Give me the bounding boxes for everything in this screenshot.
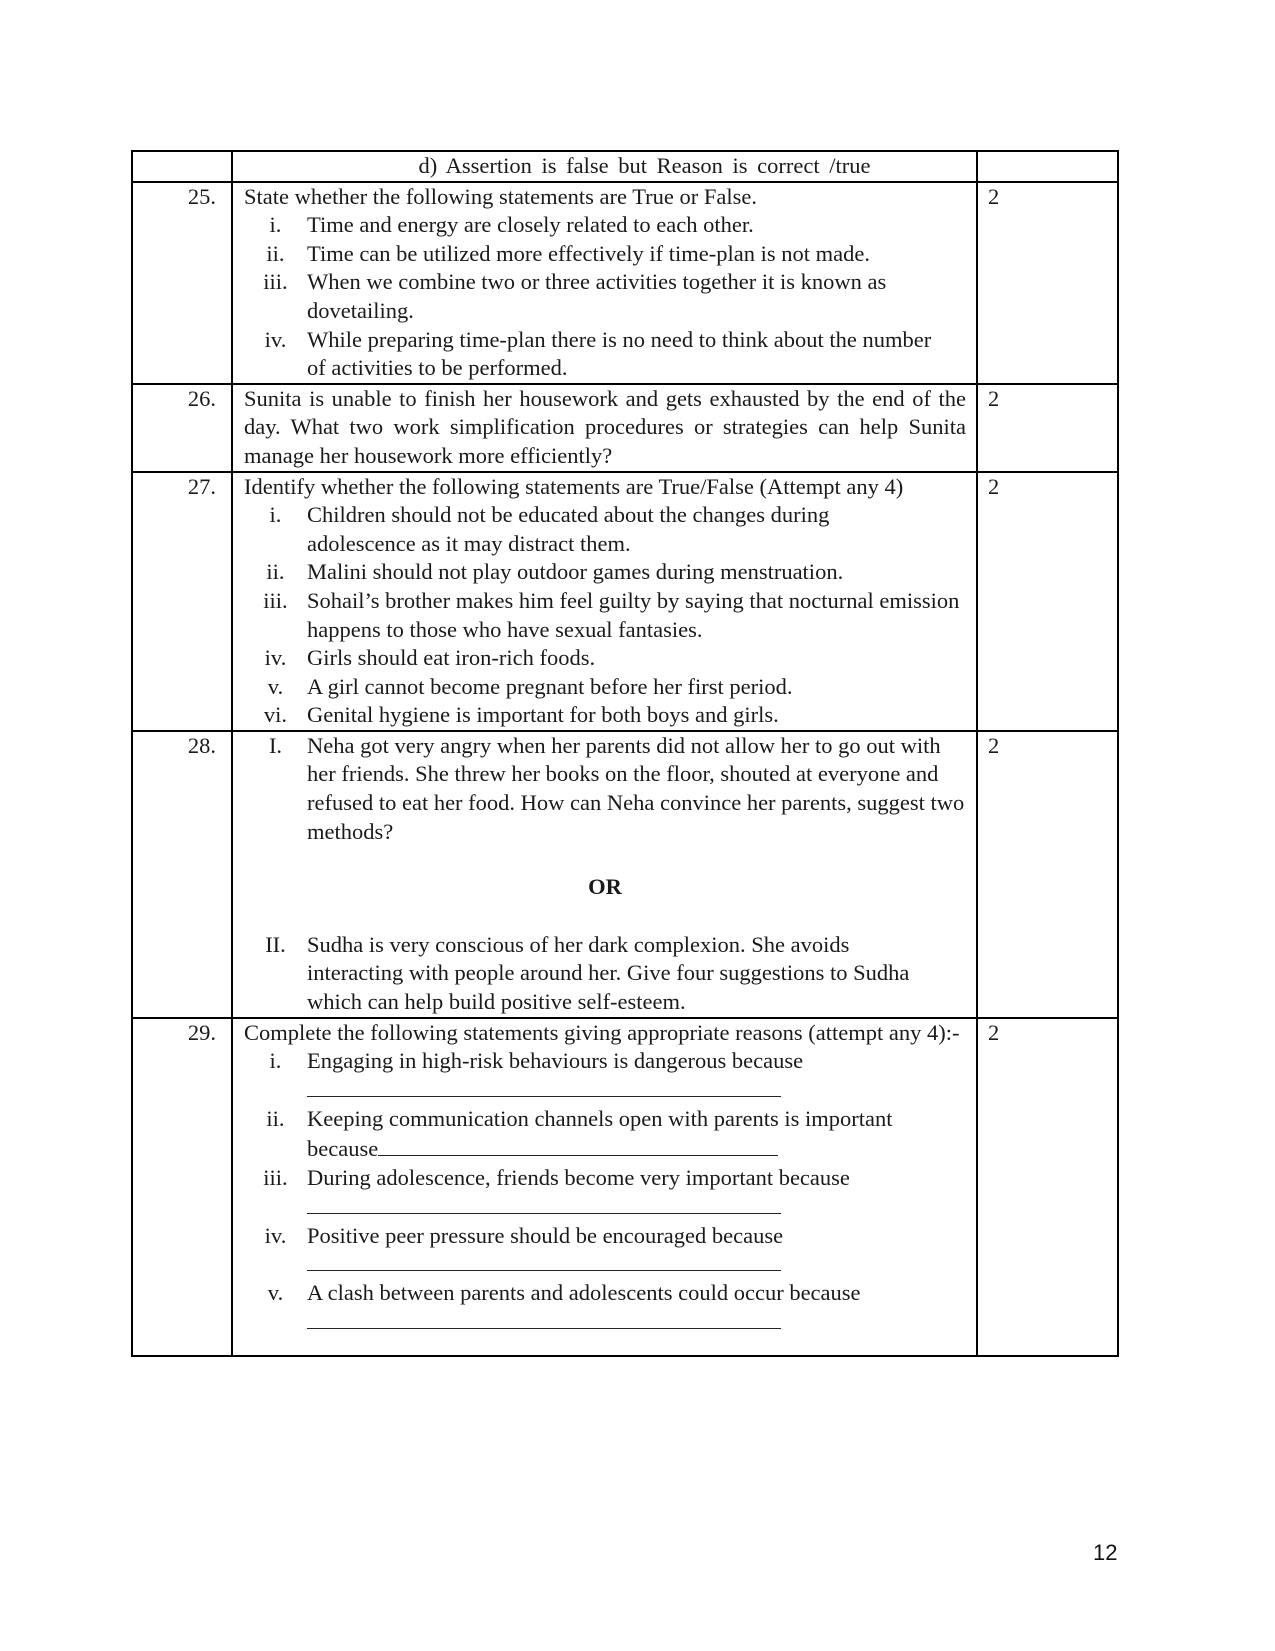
question-stem: Complete the following statements giving appropriate reasons (attempt any 4):- [244, 1019, 960, 1045]
part-numeral: I. [268, 732, 283, 758]
item-text: A girl cannot become pregnant before her first period. [307, 673, 793, 699]
list-item [244, 701, 966, 730]
item-numeral: v. [267, 673, 284, 699]
question-marks: 2 [977, 1018, 1118, 1356]
item-text: Sohail’s brother makes him feel guilty by saying that nocturnal emission happens to those who have sexual fantasies. [307, 587, 960, 642]
item-text: When we combine two or three activities together it is known as dovetailing. [307, 269, 887, 323]
question-29 [132, 1018, 1118, 1356]
empty-marks-cell [977, 151, 1118, 182]
item-text: During adolescence, friends become very important because [307, 1165, 850, 1190]
question-stem: State whether the following statements are True or False. [244, 183, 758, 209]
item-text: Engaging in high-risk behaviours is dangerous because [307, 1048, 804, 1074]
question-25 [132, 182, 1118, 384]
question-marks: 2 [977, 384, 1118, 472]
item-numeral: i. [269, 1048, 282, 1074]
item-numeral: iii. [263, 269, 288, 295]
question-body [232, 731, 977, 1018]
list-item [244, 587, 966, 644]
question-stem: Identify whether the following statements are True/False (Attempt any 4) [244, 473, 904, 499]
list-item [244, 501, 966, 558]
item-numeral: i. [269, 502, 282, 528]
item-numeral: iv. [264, 326, 287, 352]
question-number: 27. [132, 472, 232, 731]
list-item [244, 211, 966, 240]
question-27 [132, 472, 1118, 731]
answer-blank[interactable] [307, 1076, 781, 1097]
question-number: 26. [132, 384, 232, 472]
list-item [244, 268, 966, 325]
question-body [232, 1018, 977, 1356]
question-body [232, 182, 977, 384]
question-marks: 2 [977, 472, 1118, 731]
item-text: Children should not be educated about the changes during adolescence as it may distract them. [307, 502, 830, 556]
item-text: Time and energy are closely related to each other. [307, 212, 754, 238]
answer-blank[interactable] [307, 1250, 781, 1271]
option-part-1 [244, 732, 966, 846]
list-item [244, 1164, 966, 1222]
question-text: Sunita is unable to finish her housework and gets exhausted by the end of the day. What two work simplification procedures or strategies can help Sunita manage her housework more efficiently? [232, 384, 977, 472]
item-text: Girls should eat iron-rich foods. [307, 645, 596, 671]
item-numeral: v. [267, 1280, 284, 1306]
item-numeral: ii. [266, 240, 285, 266]
item-text: Keeping communication channels open with parents is important because [307, 1105, 893, 1162]
list-item [244, 240, 966, 269]
question-28 [132, 731, 1118, 1018]
item-numeral: i. [269, 212, 282, 238]
item-text: Positive peer pressure should be encouraged because [307, 1222, 784, 1248]
item-numeral: iii. [263, 1165, 288, 1190]
page-number: 12 [1093, 1540, 1118, 1565]
question-marks: 2 [977, 731, 1118, 1018]
part-text: Sudha is very conscious of her dark complexion. She avoids interacting with people around her. Give four suggestions to Sudha which can help build positive self-esteem. [307, 931, 910, 1015]
list-item [244, 558, 966, 587]
list-item [244, 1047, 966, 1105]
item-numeral: ii. [266, 559, 285, 585]
part-text: Neha got very angry when her parents did not allow her to go out with her friends. She threw her books on the floor, shouted at everyone and refused to eat her food. How can Neha convince her parents, suggest two methods? [307, 732, 965, 844]
question-table [131, 150, 1119, 1357]
item-text: Genital hygiene is important for both boys and girls. [307, 702, 779, 728]
list-item [244, 1279, 966, 1337]
question-number: 25. [132, 182, 232, 384]
item-text: While preparing time-plan there is no need to think about the number of activities to be performed. [307, 326, 932, 381]
question-body [232, 472, 977, 731]
part-numeral: II. [265, 931, 286, 957]
answer-blank[interactable] [307, 1308, 781, 1329]
item-numeral: ii. [266, 1105, 285, 1131]
item-numeral: iv. [264, 645, 287, 671]
question-number: 28. [132, 731, 232, 1018]
row-option-d [132, 151, 1118, 182]
list-item [244, 673, 966, 702]
item-numeral: vi. [263, 702, 288, 728]
answer-blank[interactable] [307, 1193, 781, 1214]
item-numeral: iv. [264, 1222, 287, 1248]
item-numeral: iii. [263, 587, 288, 613]
question-marks: 2 [977, 182, 1118, 384]
item-text: Malini should not play outdoor games during menstruation. [307, 559, 844, 585]
list-item [244, 1105, 966, 1164]
answer-blank[interactable] [378, 1133, 778, 1156]
item-text: A clash between parents and adolescents could occur because [307, 1280, 861, 1306]
option-part-2 [244, 931, 966, 1017]
list-item [244, 326, 966, 383]
or-separator: OR [588, 874, 622, 900]
item-text: Time can be utilized more effectively if time-plan is not made. [307, 240, 870, 266]
option-d-text: d) Assertion is false but Reason is correct /true [232, 151, 977, 182]
empty-number-cell [132, 151, 232, 182]
question-26 [132, 384, 1118, 472]
list-item [244, 1222, 966, 1280]
list-item [244, 644, 966, 673]
question-number: 29. [132, 1018, 232, 1356]
